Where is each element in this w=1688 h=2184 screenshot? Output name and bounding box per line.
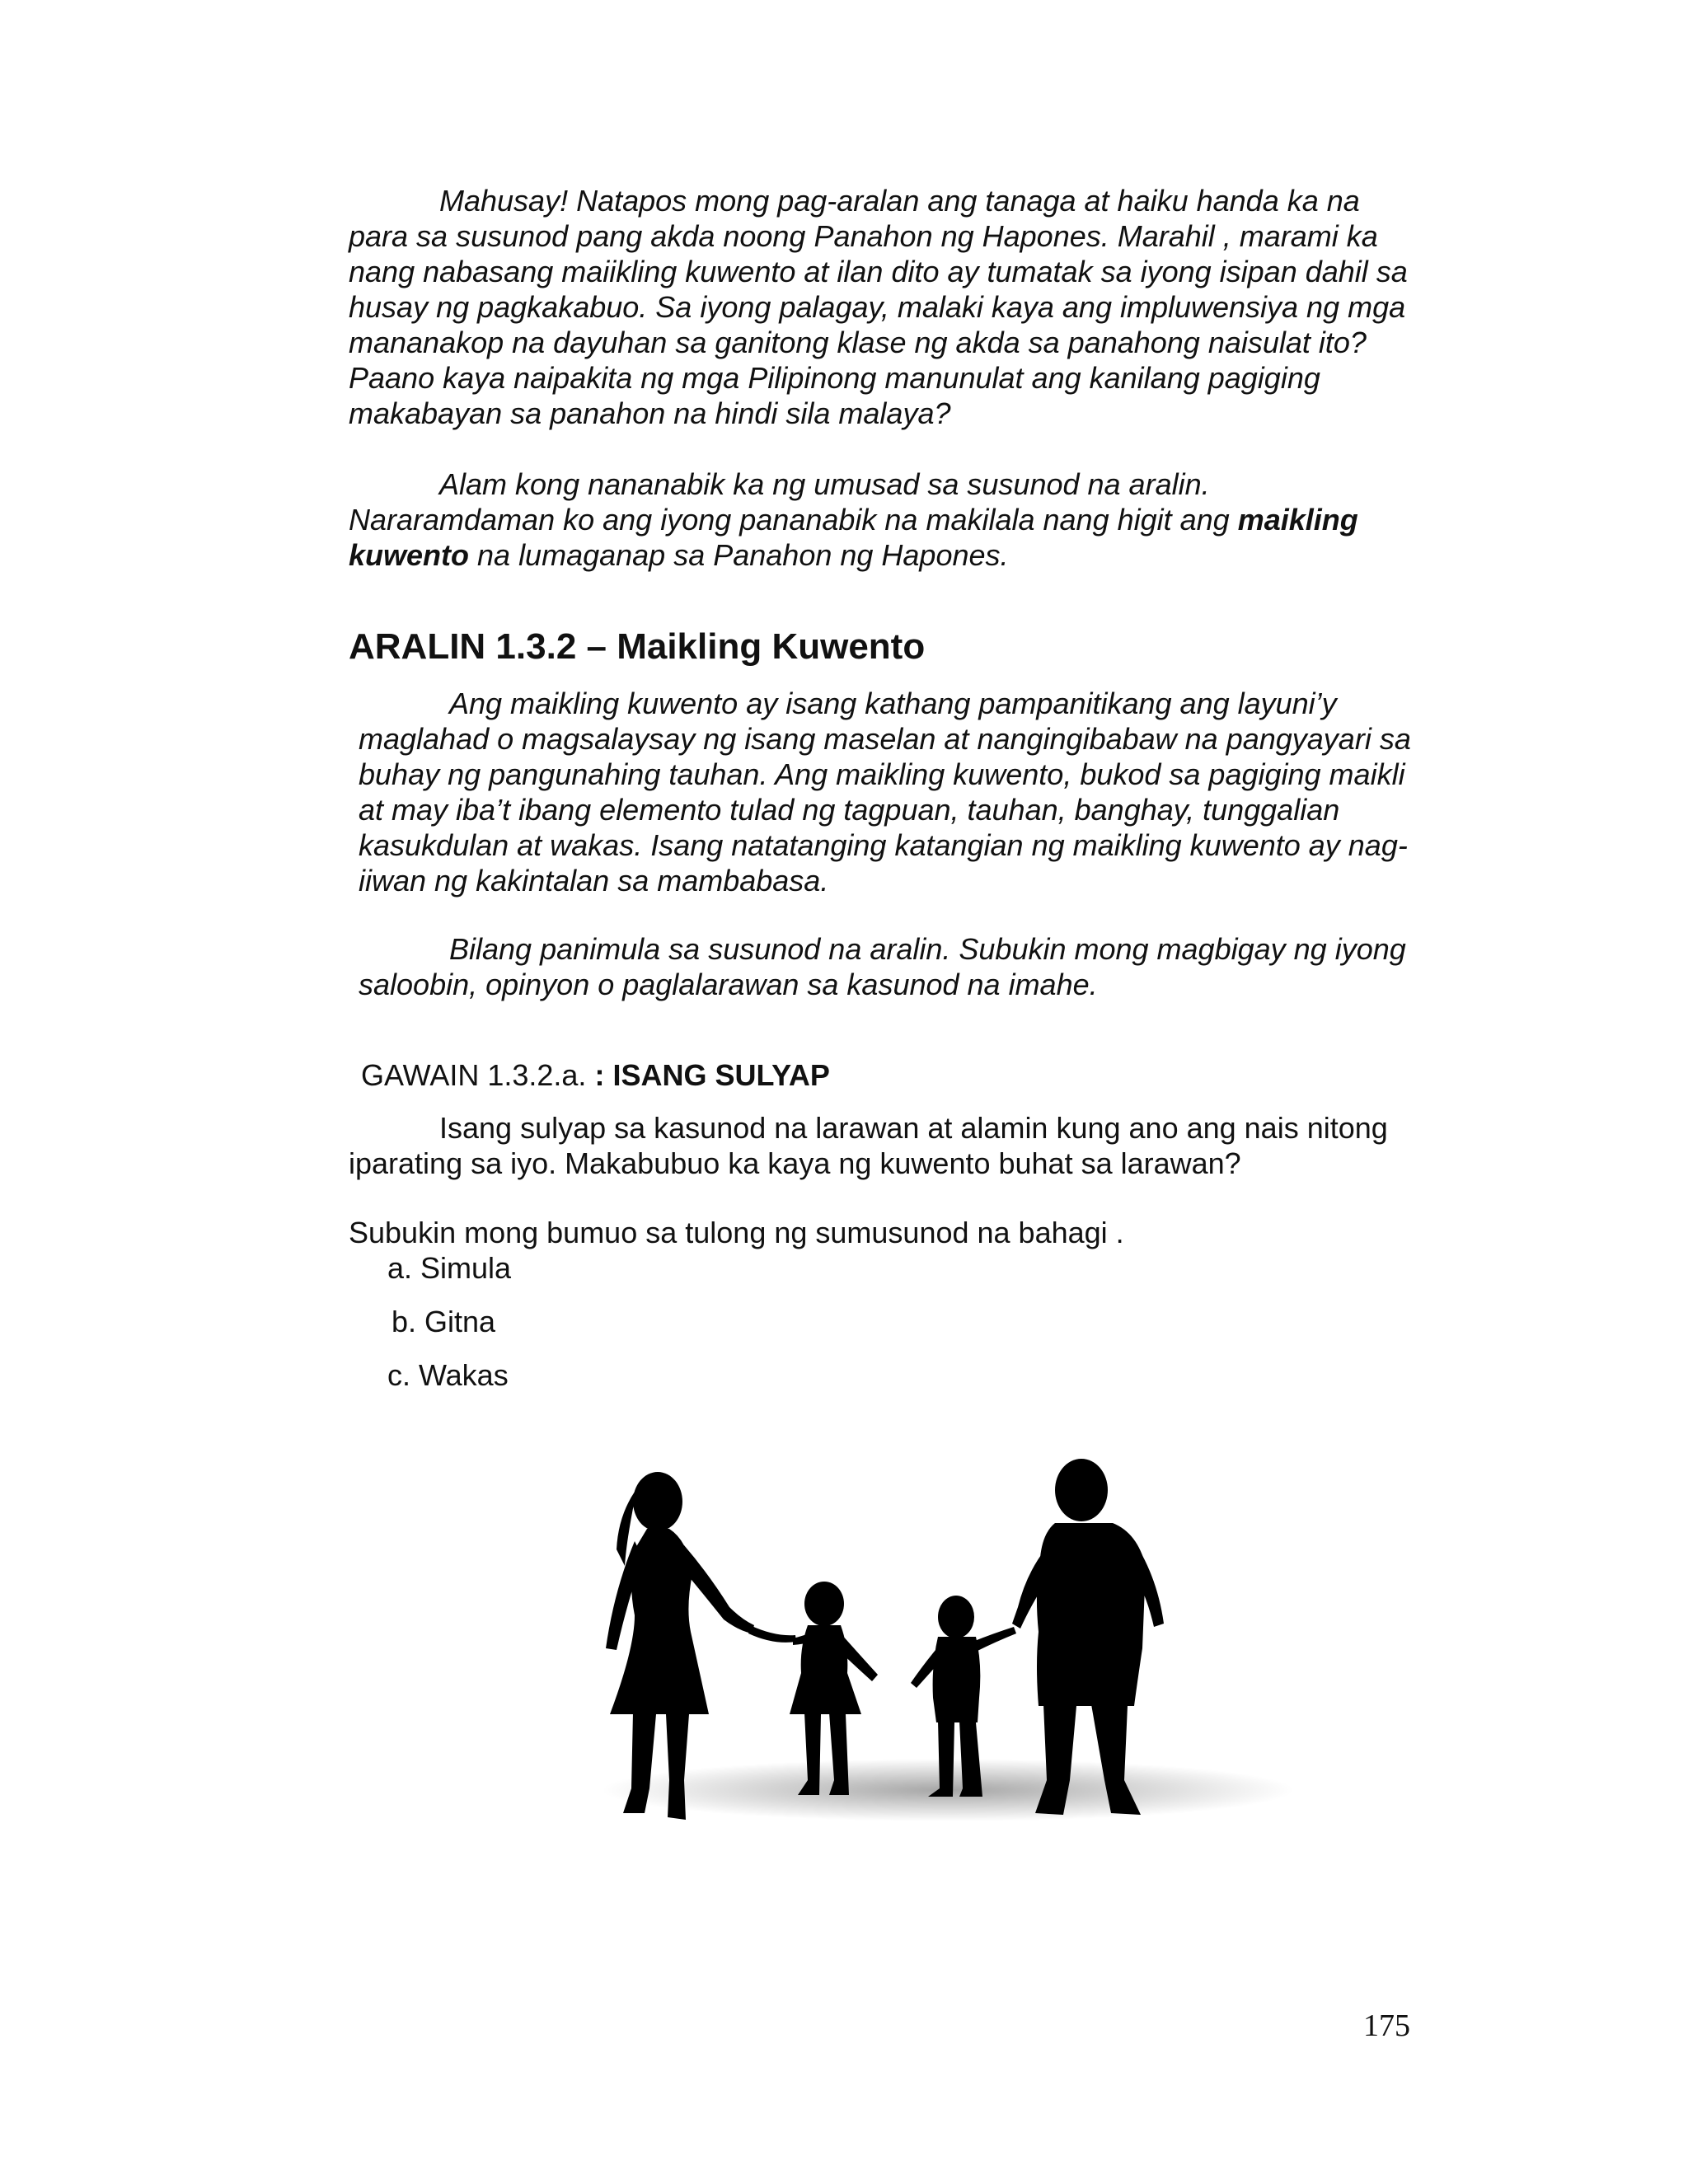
intro-paragraph-1: Mahusay! Natapos mong pag-aralan ang tanaga at haiku handa ka na para sa susunod pang akda noong Panahon ng Hapones. Marahil , marami ka nang nabasang maiikling kuwento at ilan dito ay tumatak sa iyong isipan dahil sa husay ng pagkakabuo. Sa iyong palagay, malaki kaya ang impluwensiya ng mga mananakop na dayuhan sa ganitong klase ng akda sa panahong naisulat ito? Paano kaya naipakita ng mga Pilipinong manunulat ang kanilang pagiging makabayan sa panahon na hindi sila malaya? — [349, 184, 1408, 430]
lesson-heading: ARALIN 1.3.2 – Maikling Kuwento — [349, 626, 926, 667]
activity-title: : ISANG SULYAP — [594, 1058, 830, 1092]
activity-paragraph-2: Subukin mong bumuo sa tulong ng sumusunod na bahagi . — [349, 1216, 1124, 1249]
list-item-gitna: b. Gitna — [392, 1305, 496, 1338]
intro-paragraph-2-text-a: Alam kong nananabik ka ng umusad sa susunod na aralin. Nararamdaman ko ang iyong pananabik na makilala nang higit ang — [349, 467, 1238, 537]
intro-paragraph-2-text-b: na lumaganap sa Panahon ng Hapones. — [469, 538, 1009, 572]
activity-label: GAWAIN 1.3.2.a. — [361, 1058, 587, 1092]
lesson-paragraph-2: Bilang panimula sa susunod na aralin. Subukin mong magbigay ng iyong saloobin, opinyon o paglalarawan sa kasunod na imahe. — [359, 932, 1406, 1001]
page-number: 175 — [1363, 2008, 1410, 2043]
list-item-wakas: c. Wakas — [387, 1358, 509, 1392]
list-item-simula: a. Simula — [387, 1251, 512, 1285]
activity-paragraph-1: Isang sulyap sa kasunod na larawan at alamin kung ano ang nais nitong iparating sa iyo. Makabubuo ka kaya ng kuwento buhat sa larawan? — [349, 1111, 1388, 1180]
intro-paragraph-2-bold: maikling kuwento — [349, 503, 1358, 572]
intro-paragraph-2 — [349, 466, 1412, 573]
lesson-paragraph-1: Ang maikling kuwento ay isang kathang pampanitikang ang layuni’y maglahad o magsalaysay ng isang maselan at nangingibabaw na pangyayari sa buhay ng pangunahing tauhan. Ang maikling kuwento, bukod sa pagiging maikli at may iba’t ibang elemento tulad ng tagpuan, tauhan, banghay, tunggalian kasukdulan at wakas. Isang natatanging katangian ng maikling kuwento ay nag-iiwan ng kakintalan sa mambabasa. — [359, 687, 1411, 898]
family-silhouette-image — [577, 1451, 1319, 1846]
activity-heading — [361, 1058, 830, 1093]
